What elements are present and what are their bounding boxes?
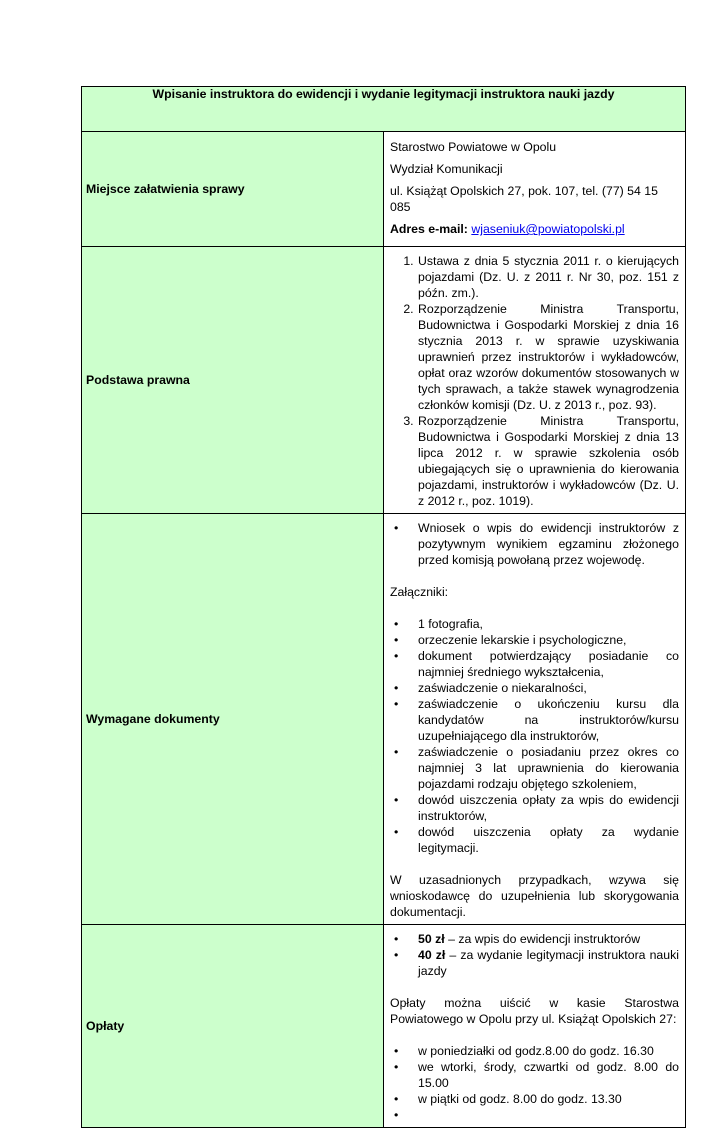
fee-amount: 40 zł: [418, 948, 446, 962]
hours-item: • we wtorki, środy, czwartki od godz. 8.00 do 15.00: [417, 1059, 679, 1091]
attachments-label: Załączniki:: [390, 585, 449, 599]
attachment-item: • zaświadczenie o niekaralności,: [417, 680, 679, 696]
application-list: [390, 520, 679, 568]
fees-row: [82, 925, 686, 1128]
email-label: Adres e-mail:: [390, 222, 468, 236]
documents-value: [384, 514, 686, 925]
fees-label: Opłaty: [82, 925, 384, 1128]
office-name: Starostwo Powiatowe w Opolu: [390, 140, 557, 154]
legal-value: [384, 247, 686, 514]
header-row: [82, 87, 686, 132]
legal-list: [390, 253, 679, 509]
place-label: Miejsce załatwienia sprawy: [82, 132, 384, 247]
department-name: Wydział Komunikacji: [390, 162, 503, 176]
place-value: [384, 132, 686, 247]
payment-note: Opłaty można uiścić w kasie Starostwa Powiatowego w Opolu przy ul. Książąt Opolskich 27:: [390, 996, 679, 1026]
fee-desc: – za wpis do ewidencji instruktorów: [444, 932, 641, 946]
fee-desc: – za wydanie legitymacji instruktora nauki jazdy: [418, 948, 679, 978]
hours-item: • w poniedziałki od godz.8.00 do godz. 16.30: [417, 1043, 679, 1059]
hours-item: [417, 1107, 679, 1123]
fees-value: [384, 925, 686, 1128]
legal-item: 2. Rozporządzenie Ministra Transportu, Budownictwa i Gospodarki Morskiej z dnia 16 stycznia 2013 r. w sprawie uzyskiwania uprawnień przez instruktorów i wykładowców, opłat oraz wzorów dokumentów stosowanych w tych sprawach, a także stawek wynagrodzenia członków komisji (Dz. U. z 2013 r., poz. 93).: [417, 301, 679, 413]
attachment-item: • orzeczenie lekarskie i psychologiczne,: [417, 632, 679, 648]
attachment-item: • 1 fotografia,: [417, 616, 679, 632]
hours-list: [390, 1043, 679, 1123]
email-line: [390, 221, 679, 237]
procedure-table: [81, 86, 686, 1128]
documents-note: W uzasadnionych przypadkach, wzywa się wnioskodawcę do uzupełnienia lub skorygowania dokumentacji.: [390, 873, 679, 919]
application-item: • Wniosek o wpis do ewidencji instruktorów z pozytywnym wynikiem egzaminu złożonego przed komisją powołaną przez wojewodę.: [417, 520, 679, 568]
attachment-item: • dowód uiszczenia opłaty za wpis do ewidencji instruktorów,: [417, 792, 679, 824]
attachment-item: • zaświadczenie o ukończeniu kursu dla kandydatów na instruktorów/kursu uzupełniającego dla instruktorów,: [417, 696, 679, 744]
attachments-list: [390, 616, 679, 856]
attachment-item: • dokument potwierdzający posiadanie co najmniej średniego wykształcenia,: [417, 648, 679, 680]
fee-amount: 50 zł: [418, 932, 445, 946]
documents-row: [82, 514, 686, 925]
office-address: ul. Książąt Opolskich 27, pok. 107, tel. (77) 54 15 085: [390, 184, 658, 214]
attachment-item: • dowód uiszczenia opłaty za wydanie legitymacji.: [417, 824, 679, 856]
fee-item: [417, 947, 679, 979]
legal-item: 3. Rozporządzenie Ministra Transportu, Budownictwa i Gospodarki Morskiej z dnia 13 lipca 2012 r. w sprawie szkolenia osób ubiegających się o uprawnienia do kierowania pojazdami, instruktorów i wykładowców (Dz. U. z 2012 r., poz. 1019).: [417, 413, 679, 509]
documents-label: Wymagane dokumenty: [82, 514, 384, 925]
legal-item: 1. Ustawa z dnia 5 stycznia 2011 r. o kierujących pojazdami (Dz. U. z 2011 r. Nr 30, poz. 151 z późn. zm.).: [417, 253, 679, 301]
email-link[interactable]: wjaseniuk@powiatopolski.pl: [471, 222, 625, 236]
fees-list: [390, 931, 679, 979]
hours-item: • w piątki od godz. 8.00 do godz. 13.30: [417, 1091, 679, 1107]
legal-row: [82, 247, 686, 514]
page-title: Wpisanie instruktora do ewidencji i wydanie legitymacji instruktora nauki jazdy: [82, 87, 686, 132]
fee-item: [417, 931, 679, 947]
legal-label: Podstawa prawna: [82, 247, 384, 514]
attachment-item: • zaświadczenie o posiadaniu przez okres co najmniej 3 lat uprawnienia do kierowania pojazdami rodzaju objętego szkoleniem,: [417, 744, 679, 792]
place-row: [82, 132, 686, 247]
